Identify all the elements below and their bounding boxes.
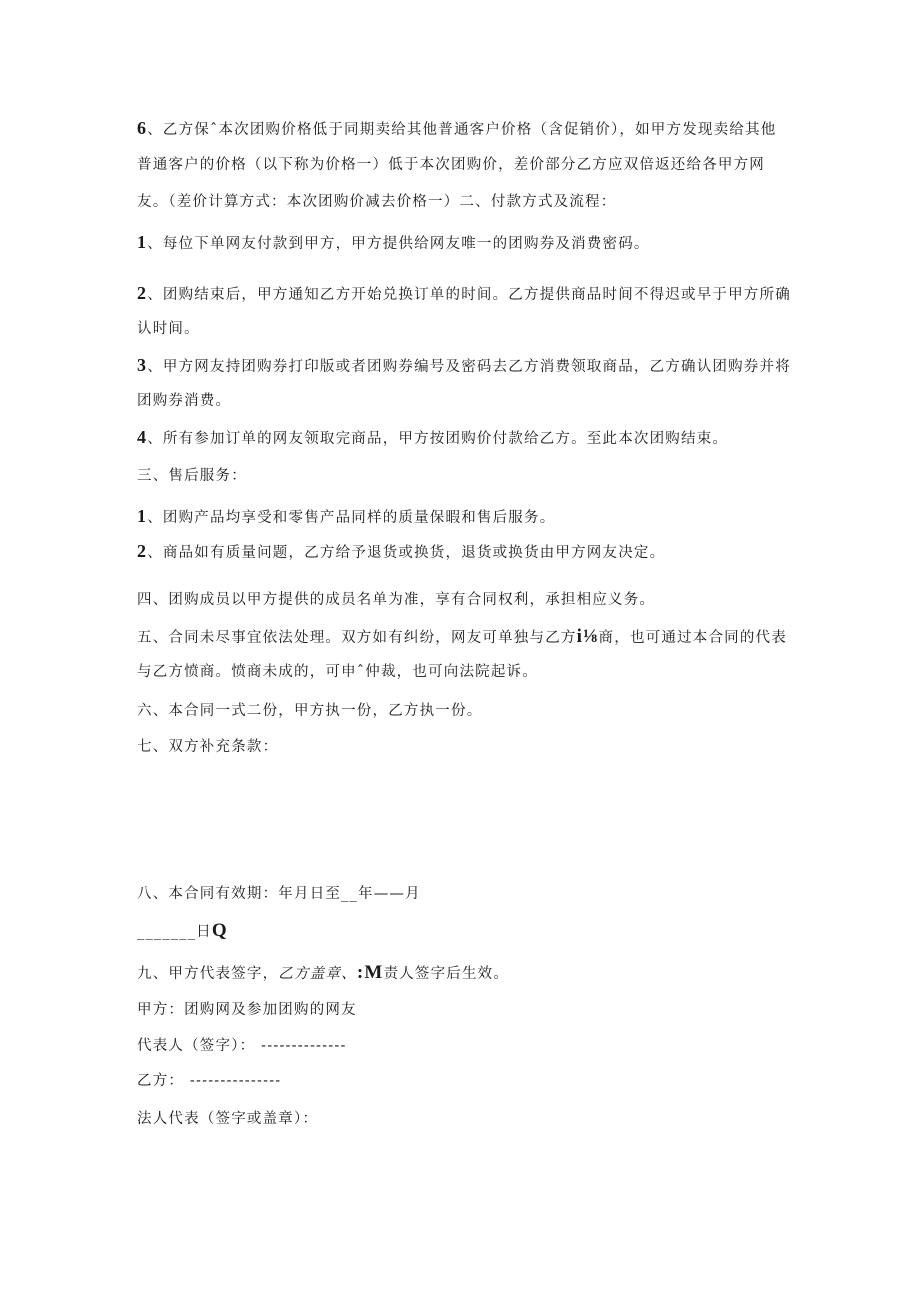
clause-text: 、所有参加订单的网友领取完商品，甲方按团购价付款给乙方。至此本次团购结束。 <box>147 431 729 447</box>
section-5-line-2 <box>137 662 797 682</box>
clause-text: 六、本合同一式二份，甲方执一份，乙方执一份。 <box>137 703 483 719</box>
clause-text: 、每位下单网友付款到甲方，甲方提供给网友唯一的团购券及消费密码。 <box>147 236 650 252</box>
clause-text: 、甲方网友持团购券打印版或者团购券编号及密码去乙方消费领取商品，乙方确认团购券并将 <box>147 359 791 375</box>
party-b-line <box>137 1071 797 1091</box>
garbled-glyph: i⅛ <box>576 626 599 647</box>
clause-text: 团购券消费。 <box>137 393 232 409</box>
representative-signature-line <box>137 1036 797 1056</box>
clause-text: 乙方： --------------- <box>137 1073 282 1089</box>
garbled-glyph: Q <box>211 920 228 941</box>
clause-6-line-3 <box>137 192 797 212</box>
section-7 <box>137 737 797 757</box>
clause-text: 认时间。 <box>137 321 200 337</box>
clause-number: 4 <box>137 427 148 447</box>
payment-item-1 <box>137 232 797 254</box>
payment-item-2-line-2 <box>137 319 797 339</box>
clause-text: 责人签字后生效。 <box>383 966 510 982</box>
clause-text: 九、甲方代表签字， <box>137 966 279 982</box>
party-a-line <box>137 1000 797 1020</box>
clause-text: 七、双方补充条款： <box>137 739 279 755</box>
clause-number: 1 <box>137 232 148 252</box>
clause-6-line-1 <box>137 118 797 140</box>
clause-text: _______日 <box>137 924 212 940</box>
payment-item-2-line-1 <box>137 283 797 305</box>
clause-text: 五、合同未尽事宜依法处理。双方如有纠纷，网友可单独与乙方 <box>137 630 577 646</box>
clause-number: 6 <box>137 118 148 138</box>
clause-text: 、团购产品均享受和零售产品同样的质量保暇和售后服务。 <box>147 510 556 526</box>
section-4 <box>137 590 797 610</box>
clause-text: 、乙方保ˆ本次团购价格低于同期卖给其他普通客户价格（含促销价），如甲方发现卖给其他 <box>147 122 777 138</box>
section-8-date-line <box>137 921 797 942</box>
payment-item-3-line-2 <box>137 391 797 411</box>
clause-number: 3 <box>137 355 148 375</box>
clause-text: 商，也可通过本合同的代表 <box>598 630 787 646</box>
section-9 <box>137 963 797 984</box>
section-6 <box>137 701 797 721</box>
clause-number: 2 <box>137 541 148 561</box>
clause-number: 2 <box>137 283 148 303</box>
clause-text: 甲方：团购网及参加团购的网友 <box>137 1002 357 1018</box>
section-8 <box>137 884 797 904</box>
legal-representative-line <box>137 1109 797 1129</box>
clause-text: 普通客户的价格（以下称为价格一）低于本次团购价，差价部分乙方应双倍返还给各甲方网 <box>137 157 765 173</box>
clause-text: 四、团购成员以甲方提供的成员名单为准，享有合同权利，承担相应义务。 <box>137 592 656 608</box>
section-3-heading <box>137 466 797 486</box>
clause-text: 法人代表（签字或盖章）： <box>137 1111 319 1127</box>
clause-text: 八、本合同有效期：年月日至__年——月 <box>137 886 421 902</box>
clause-number: 1 <box>137 506 148 526</box>
clause-6-line-2 <box>137 155 797 175</box>
section-heading: 三、售后服务： <box>137 468 247 484</box>
clause-text: 、团购结束后，甲方通知乙方开始兑换订单的时间。乙方提供商品时间不得迟或早于甲方所确 <box>147 287 791 303</box>
after-sales-item-1 <box>137 506 797 528</box>
clause-text: 代表人（签字）： -------------- <box>137 1038 347 1054</box>
clause-text-italic: 乙方盖章、 <box>278 966 357 982</box>
clause-text: 友。（差价计算方式：本次团购价减去价格一）二、付款方式及流程： <box>137 194 617 210</box>
clause-text: 与乙方愤商。愤商未成的，可申ˆ仲裁，也可向法院起诉。 <box>137 664 538 680</box>
section-5-line-1 <box>137 627 797 648</box>
clause-text: 、商品如有质量问题，乙方给予退货或换货，退货或换货由甲方网友决定。 <box>147 545 666 561</box>
after-sales-item-2 <box>137 541 797 563</box>
payment-item-4 <box>137 427 797 449</box>
payment-item-3-line-1 <box>137 355 797 377</box>
garbled-glyph: :M <box>356 962 384 983</box>
